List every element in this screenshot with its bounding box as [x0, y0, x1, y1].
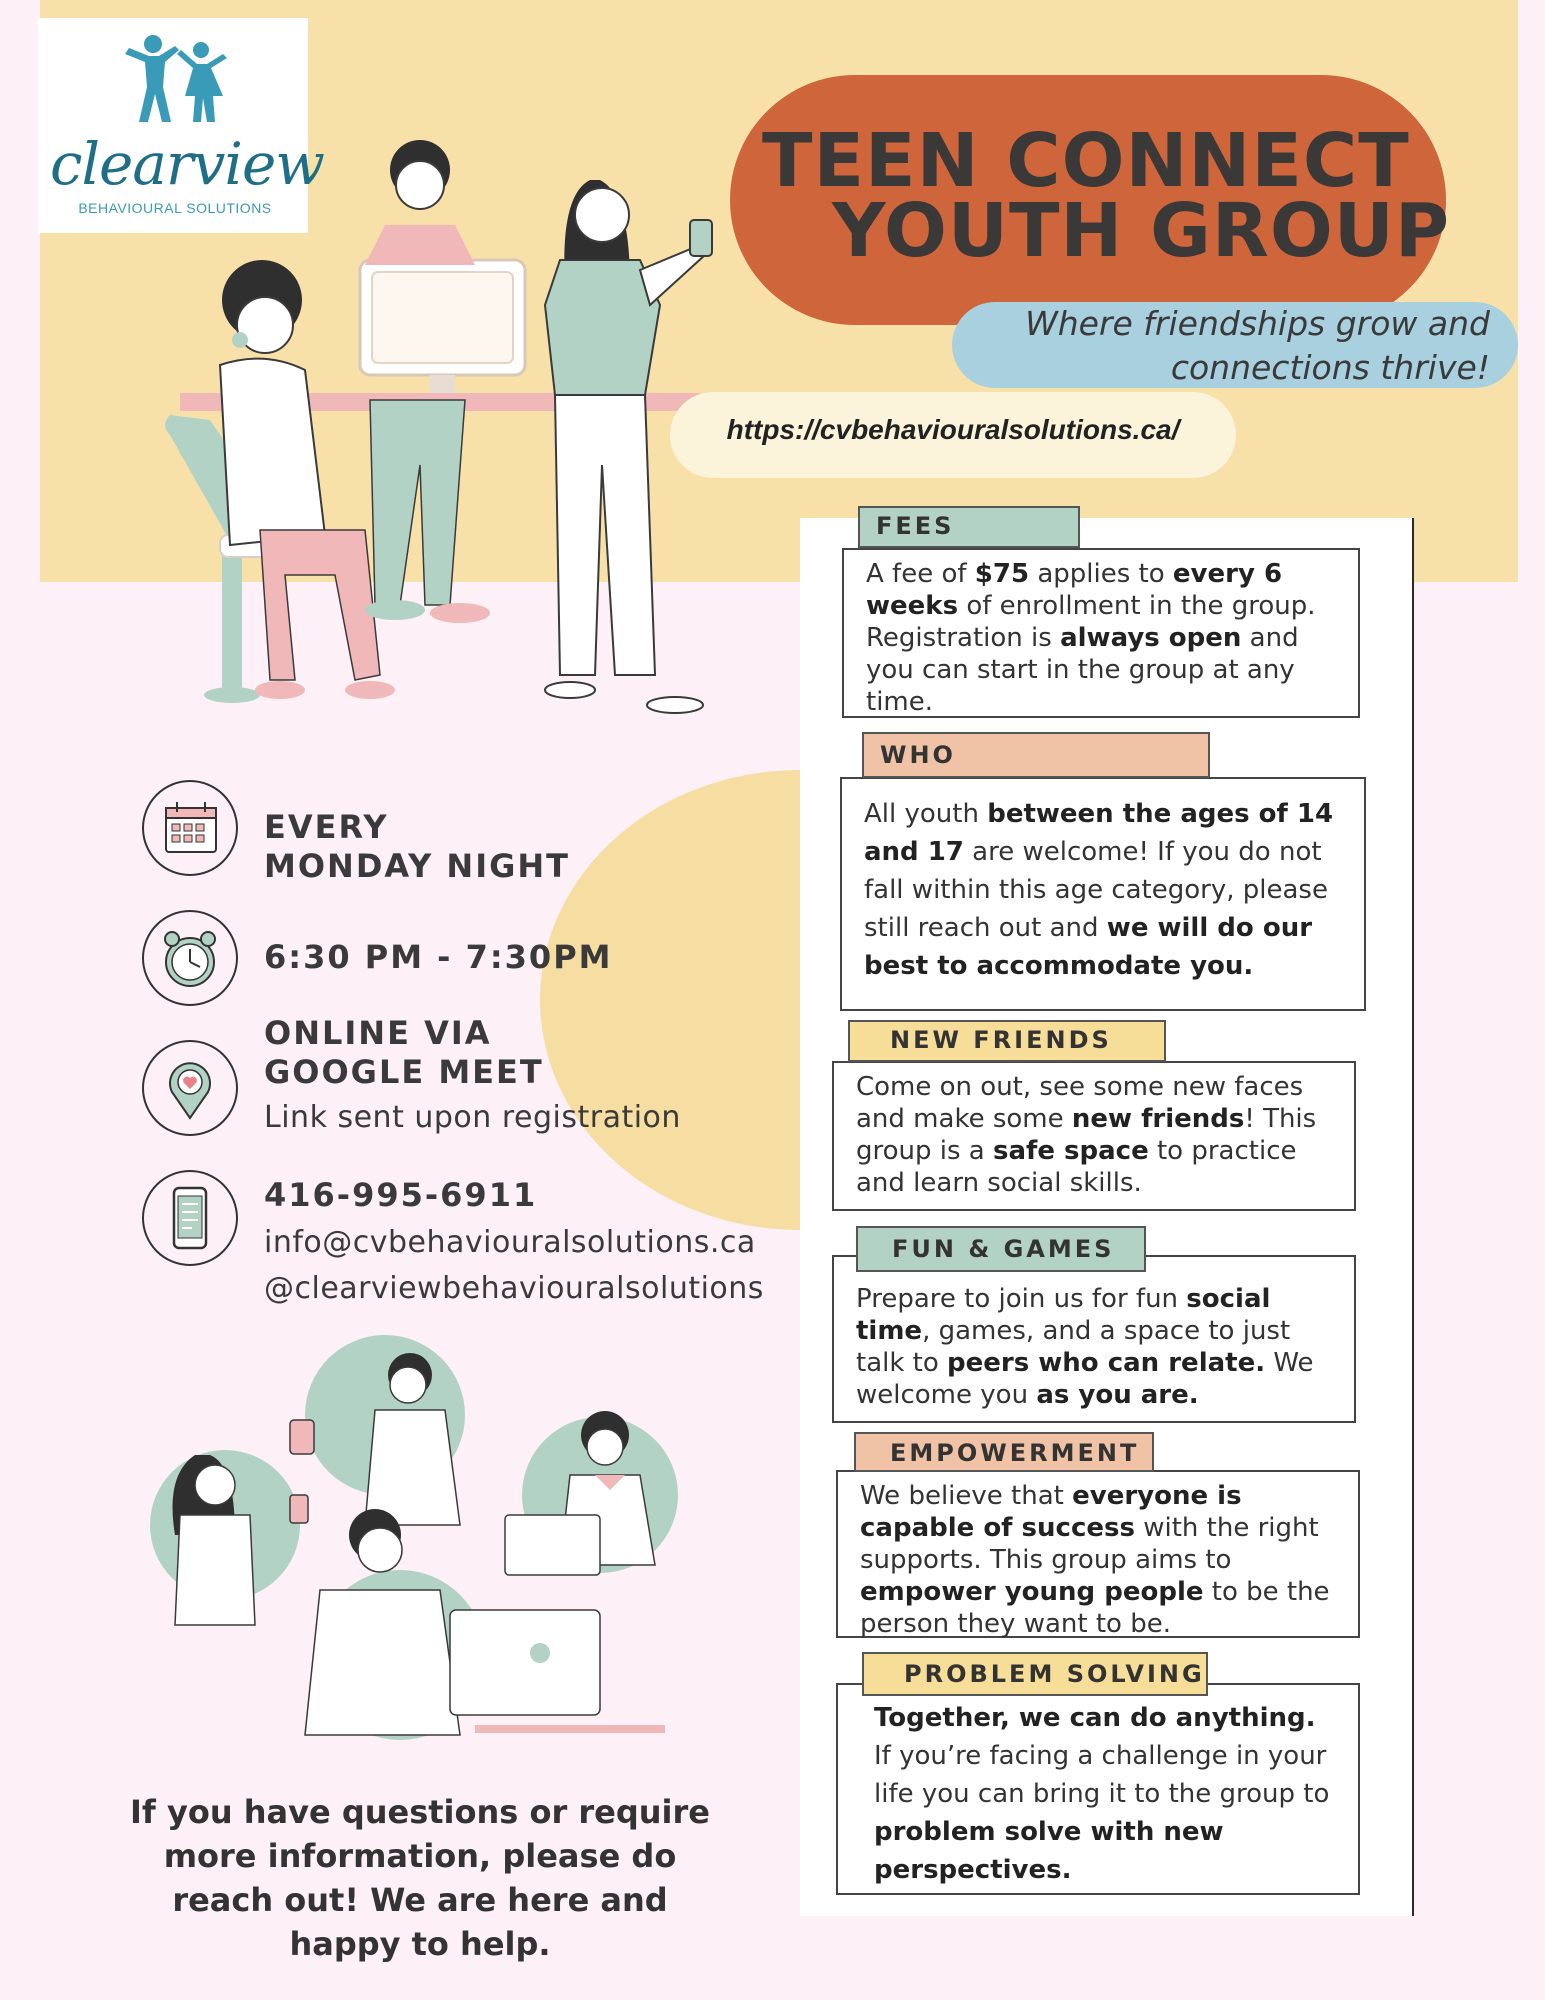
alarm-clock-icon: [142, 910, 238, 1006]
new-friends-label: NEW FRIENDS: [848, 1020, 1166, 1062]
problem-solving-label: PROBLEM SOLVING: [862, 1652, 1208, 1696]
fun-games-label: FUN & GAMES: [856, 1226, 1146, 1272]
fees-text: A fee of: [866, 559, 975, 589]
fun-games-box: [832, 1255, 1356, 1423]
fees-period: every 6 weeks: [866, 559, 1283, 621]
fees-text: applies to: [1029, 559, 1173, 589]
empowerment-label: EMPOWERMENT: [854, 1432, 1154, 1472]
who-ages: between the ages of 14 and 17: [864, 799, 1334, 867]
tagline-line-1: Where friendships grow and: [1025, 304, 1490, 343]
location-pin-icon: [142, 1040, 238, 1136]
empowerment-text: We believe that: [860, 1481, 1073, 1511]
friends-text: Come on out, see some new faces and make some: [856, 1072, 1304, 1134]
calendar-icon: [142, 780, 238, 876]
tagline-line-2: connections thrive!: [1170, 348, 1490, 387]
problem-text: If you’re facing a challenge in your life you can bring it to the group to: [874, 1741, 1330, 1809]
friends-highlight: new friends: [1071, 1104, 1245, 1134]
who-label: WHO: [862, 732, 1210, 778]
fees-text: and you can start in the group at any time.: [866, 623, 1299, 717]
who-text: All youth: [864, 799, 988, 829]
location-note: Link sent upon registration: [264, 1100, 681, 1135]
title-line-1: TEEN CONNECT: [762, 118, 1410, 204]
games-as-you-are: as you are.: [1036, 1380, 1199, 1410]
website-link[interactable]: https://cvbehaviouralsolutions.ca/: [726, 414, 1180, 445]
logo-wordmark: clearview: [50, 130, 324, 198]
people-at-desk-illustration: [140, 135, 740, 730]
games-text: Prepare to join us for fun: [856, 1284, 1187, 1314]
fees-box: [842, 548, 1360, 718]
games-text: We welcome you: [856, 1348, 1314, 1410]
fees-label: FEES: [858, 506, 1080, 548]
time-label: 6:30 PM - 7:30PM: [264, 938, 613, 976]
email-address[interactable]: info@cvbehaviouralsolutions.ca: [264, 1225, 756, 1260]
friends-safe-space: safe space: [993, 1136, 1149, 1166]
schedule-line-2: MONDAY NIGHT: [264, 847, 570, 885]
location-label: [264, 1014, 544, 1092]
problem-perspectives: problem solve with new perspectives.: [874, 1817, 1224, 1885]
friends-text: to practice and learn social skills.: [856, 1136, 1297, 1198]
logo-tagline: BEHAVIOURAL SOLUTIONS: [78, 200, 272, 216]
friends-text: ! This group is a: [856, 1104, 1317, 1166]
social-handle[interactable]: @clearviewbehaviouralsolutions: [264, 1271, 764, 1306]
empowerment-text: with the right supports. This group aims to: [860, 1513, 1319, 1575]
contact-note: If you have questions or require more information, please do reach out! We are here and happy to help.: [130, 1793, 710, 1963]
empowerment-text: to be the person they want to be.: [860, 1577, 1330, 1639]
empowerment-highlight: empower young people: [860, 1577, 1204, 1607]
fees-text: of enrollment in the group. Registration is: [866, 591, 1316, 653]
games-peers: peers who can relate.: [947, 1348, 1266, 1378]
phone-number[interactable]: 416-995-6911: [264, 1176, 538, 1214]
location-line-2: GOOGLE MEET: [264, 1053, 544, 1091]
tagline: [960, 302, 1490, 390]
location-line-1: ONLINE VIA: [264, 1014, 492, 1052]
empowerment-box: [836, 1470, 1360, 1638]
who-text: are welcome! If you do not fall within this age category, please still reach out and: [864, 837, 1328, 943]
schedule-line-1: EVERY: [264, 808, 389, 846]
phone-icon: [142, 1170, 238, 1266]
new-friends-box: [832, 1061, 1356, 1211]
problem-solving-box: [836, 1683, 1360, 1895]
problem-together: Together, we can do anything.: [874, 1703, 1316, 1733]
fees-amount: $75: [974, 559, 1030, 589]
title-line-2: YOUTH GROUP: [832, 188, 1451, 274]
fees-open: always open: [1060, 623, 1242, 653]
schedule-label: [264, 808, 570, 886]
logo-figures-icon: [115, 32, 235, 127]
games-social-time: social time: [856, 1284, 1271, 1346]
online-group-illustration: [140, 1335, 700, 1745]
empowerment-success: everyone is capable of success: [860, 1481, 1242, 1543]
who-accommodate: we will do our best to accommodate you.: [864, 913, 1313, 981]
who-box: [840, 777, 1366, 1011]
games-text: , games, and a space to just talk to: [856, 1316, 1291, 1378]
